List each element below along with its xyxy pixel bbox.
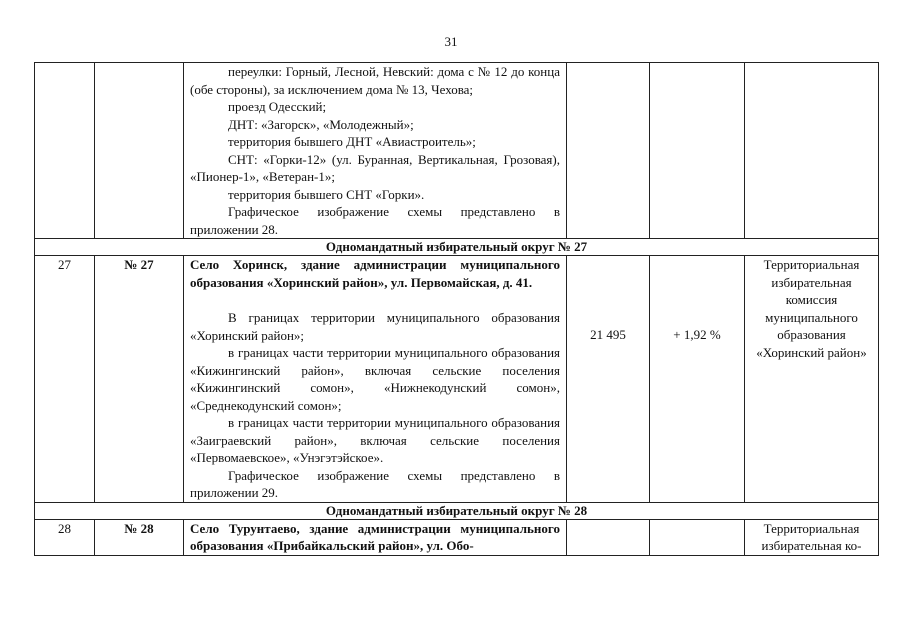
district-header-row [35, 502, 879, 519]
cell-number: № 28 [95, 519, 184, 555]
cell-index: 27 [35, 256, 95, 503]
desc-line: территория бывшего ДНТ «Авиастроитель»; [228, 134, 476, 149]
table-row-district-27 [35, 256, 879, 503]
page-number: 31 [444, 34, 458, 49]
cell-voters: 21 495 [567, 256, 650, 503]
district-header: Одномандатный избирательный округ № 27 [35, 239, 879, 256]
cell-commission [745, 63, 879, 239]
cell-voters [567, 63, 650, 239]
desc-line: переулки: Горный, Лесной, Невский: дома с № 12 до конца (обе стороны), за исключением дома № 13, Чехова; [190, 64, 560, 97]
desc-line: СНТ: «Горки-12» (ул. Буранная, Вертикальная, Грозовая), «Пионер-1», «Ветеран-1»; [190, 151, 560, 184]
desc-line: в границах части территории муниципального образования «Кижингинский район», включая сельские поселения «Кижингинский сомон», «Нижнекодунский сомон», «Среднекодунский сомон»; [190, 345, 560, 413]
cell-number [95, 63, 184, 239]
desc-line: проезд Одесский; [228, 99, 327, 114]
table-row-continuation [35, 63, 879, 239]
cell-voters [567, 519, 650, 555]
district-header-row [35, 239, 879, 256]
desc-line: Графическое изображение схемы представлено в приложении 28. [190, 204, 560, 237]
cell-deviation: + 1,92 % [650, 256, 745, 503]
desc-line: В границах территории муниципального образования «Хоринский район»; [190, 310, 560, 343]
desc-line: ДНТ: «Загорск», «Молодежный»; [228, 116, 414, 132]
desc-line: Графическое изображение схемы представлено в приложении 29. [190, 467, 560, 500]
cell-number: № 27 [95, 256, 184, 503]
cell-index: 28 [35, 519, 95, 555]
spacer [190, 291, 560, 309]
desc-line: в границах части территории муниципального образования «Заиграевский район», включая сельские поселения «Первомаевское», «Унэгэтэйское». [190, 415, 560, 465]
districts-table [34, 62, 879, 556]
cell-deviation [650, 519, 745, 555]
desc-line: территория бывшего СНТ «Горки». [228, 186, 425, 202]
cell-commission: Территориальная избирательная ко- [745, 519, 879, 555]
cell-description [184, 63, 567, 239]
district-center: Село Хоринск, здание администрации муниципального образования «Хоринский район», ул. Первомайская, д. 41. [190, 257, 560, 290]
district-header: Одномандатный избирательный округ № 28 [35, 502, 879, 519]
cell-description [184, 256, 567, 503]
cell-commission: Территориальная избирательная комиссия муниципального образования «Хоринский район» [745, 256, 879, 503]
table-row-district-28 [35, 519, 879, 555]
cell-index [35, 63, 95, 239]
district-center: Село Турунтаево, здание администрации муниципального образования «Прибайкальский район», ул. Обо- [190, 520, 560, 553]
cell-deviation [650, 63, 745, 239]
cell-description [184, 519, 567, 555]
